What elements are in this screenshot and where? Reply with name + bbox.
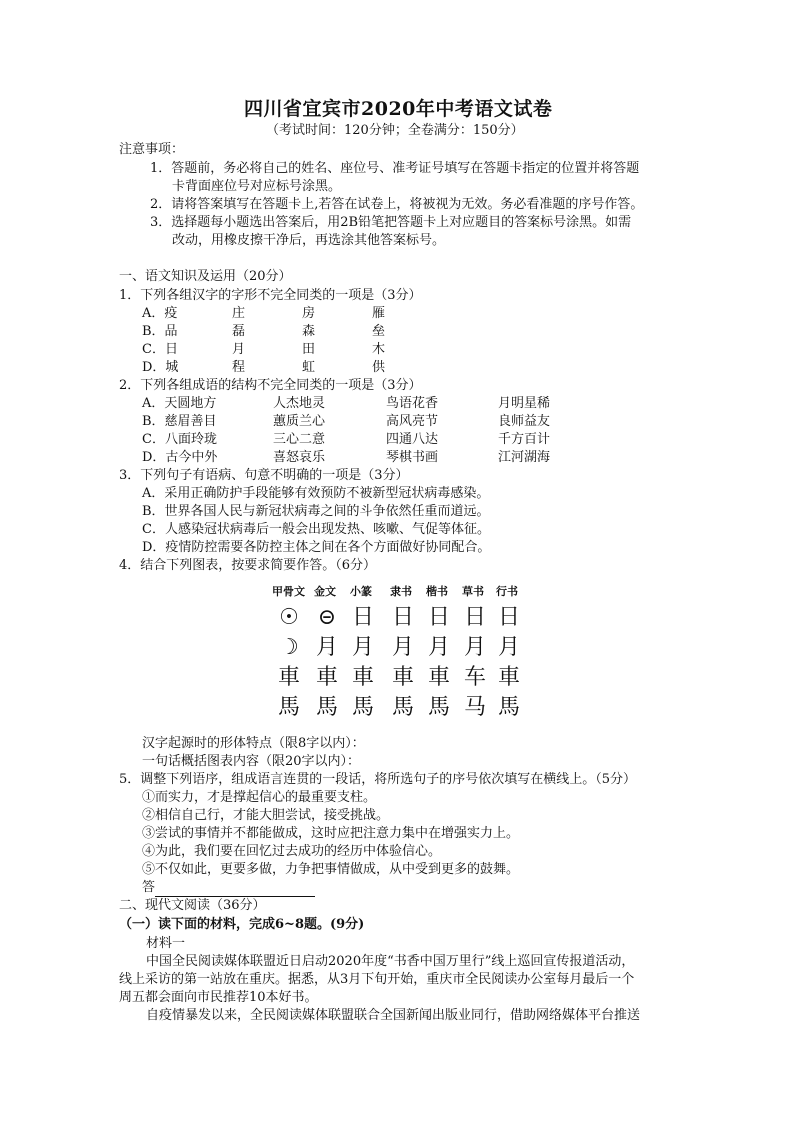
notice-item: 2．请将答案填写在答题卡上,若答在试卷上，将被视为无效。务必看准题的序号作答。: [150, 197, 644, 212]
q2-cell: 琴棋书画: [386, 450, 439, 465]
glyph-cart-clerical: 車: [391, 665, 414, 690]
glyph-horse-bronze: 馬: [315, 695, 338, 720]
figure-header: 草书: [462, 585, 484, 598]
q2-cell: 蕙质兰心: [273, 414, 326, 429]
q2-cell: 喜怒哀乐: [273, 450, 326, 465]
notice-item: 1．答题前，务必将自己的姓名、座位号、准考证号填写在答题卡指定的位置并将答题: [150, 161, 640, 176]
q5-option: ①而实力，才是撑起信心的最重要支柱。: [142, 790, 377, 805]
glyph-cart-seal: 車: [351, 665, 374, 690]
glyph-moon-regular: 月: [427, 635, 450, 660]
page-title: 四川省宜宾市2020年中考语文试卷: [244, 98, 553, 120]
notice-item: 改动，用橡皮擦干净后，再选涂其他答案标号。: [172, 233, 446, 248]
q2-cell: C．八面玲珑: [142, 432, 217, 447]
q1-cell: 房: [302, 306, 316, 321]
glyph-cart-bronze: 車: [315, 665, 338, 690]
glyph-moon-seal: 月: [351, 635, 374, 660]
glyph-sun-cursive: 日: [463, 605, 486, 630]
script-evolution-figure: [268, 583, 530, 723]
q1-cell: 森: [302, 324, 316, 339]
q1-cell: 雁: [372, 306, 386, 321]
glyph-sun-bronze: ⊝: [317, 605, 337, 630]
q2-cell: A．天圆地方: [142, 396, 217, 411]
passage-line: 周五都会面向市民推荐10本好书。: [119, 990, 318, 1005]
figure-header: 甲骨文: [272, 585, 305, 598]
glyph-cart-regular: 車: [427, 665, 450, 690]
q4-prompt: 一句话概括图表内容（限20字以内）：: [142, 754, 361, 769]
q1-cell: C．日: [142, 342, 178, 357]
q5-answer: [142, 879, 315, 897]
figure-header: 小篆: [350, 585, 372, 598]
q1-cell: 供: [372, 360, 386, 375]
q2-cell: 月明星稀: [498, 396, 551, 411]
q1-cell: 磊: [232, 324, 246, 339]
q2-cell: 高风亮节: [386, 414, 439, 429]
glyph-moon-oracle: ☽: [279, 635, 299, 660]
q4-prompt: 汉字起源时的形体特点（限8字以内）：: [142, 736, 365, 751]
glyph-cart-oracle: 車: [277, 665, 300, 690]
subsection-heading: （一）读下面的材料，完成6~8题。(9分): [119, 917, 365, 932]
answer-label: 答: [142, 880, 156, 895]
q1-cell: 木: [372, 342, 386, 357]
question-stem: 3．下列句子有语病、句意不明确的一项是（3分）: [119, 468, 409, 483]
question-stem: 4．结合下列图表，按要求简要作答。（6分）: [119, 558, 377, 573]
q1-cell: 垒: [372, 324, 386, 339]
q2-cell: 千方百计: [498, 432, 551, 447]
q2-cell: 三心二意: [273, 432, 326, 447]
q3-option: C．人感染冠状病毒后一般会出现发热、咳嗽、气促等体征。: [142, 522, 490, 537]
q1-cell: 田: [302, 342, 316, 357]
q1-cell: B．品: [142, 324, 178, 339]
glyph-horse-cursive: 马: [463, 695, 486, 720]
figure-header: 隶书: [390, 585, 412, 598]
page-subtitle: （考试时间：120分钟；全卷满分：150分）: [266, 123, 524, 138]
glyph-cart-running: 車: [497, 665, 520, 690]
glyph-horse-oracle: 馬: [277, 695, 300, 720]
glyph-horse-running: 馬: [497, 695, 520, 720]
q2-cell: 人杰地灵: [273, 396, 326, 411]
glyph-sun-clerical: 日: [391, 605, 414, 630]
q2-cell: 鸟语花香: [386, 396, 439, 411]
glyph-moon-running: 月: [497, 635, 520, 660]
glyph-sun-running: 日: [497, 605, 520, 630]
q1-cell: 庄: [232, 306, 246, 321]
notice-item: 3．选择题每小题选出答案后，用2B铅笔把答题卡上对应题目的答案标号涂黑。如需: [150, 215, 632, 230]
q5-option: ④为此，我们要在回忆过去成功的经历中体验信心。: [142, 844, 442, 859]
question-stem: 5．调整下列语序，组成语言连贯的一段话，将所选句子的序号依次填写在横线上。（5分）: [119, 772, 637, 787]
passage-line: 自疫情暴发以来，全民阅读媒体联盟联合全国新闻出版业同行，借助网络媒体平台推送: [146, 1008, 641, 1023]
question-stem: 1．下列各组汉字的字形不完全同类的一项是（3分）: [119, 288, 422, 303]
answer-blank[interactable]: [155, 882, 315, 897]
figure-header: 行书: [496, 585, 518, 598]
q2-cell: 良师益友: [498, 414, 551, 429]
glyph-moon-cursive: 月: [463, 635, 486, 660]
glyph-horse-clerical: 馬: [391, 695, 414, 720]
glyph-sun-oracle: ☉: [279, 605, 299, 630]
q1-cell: 虹: [302, 360, 316, 375]
glyph-horse-seal: 馬: [351, 695, 374, 720]
q3-option: D．疫情防控需要各防控主体之间在各个方面做好协同配合。: [142, 540, 491, 555]
glyph-cart-cursive: 车: [463, 665, 486, 690]
q2-cell: B．慈眉善目: [142, 414, 217, 429]
glyph-sun-seal: 日: [351, 605, 374, 630]
section-heading: 一、语文知识及运用（20分）: [119, 269, 292, 284]
glyph-horse-regular: 馬: [427, 695, 450, 720]
q3-option: B．世界各国人民与新冠状病毒之间的斗争依然任重而道远。: [142, 504, 490, 519]
section-heading: 二、现代文阅读（36分）: [119, 898, 266, 913]
q1-cell: D．城: [142, 360, 179, 375]
question-stem: 2．下列各组成语的结构不完全同类的一项是（3分）: [119, 378, 422, 393]
glyph-moon-clerical: 月: [391, 635, 414, 660]
notice-item: 卡背面座位号对应标号涂黑。: [172, 179, 342, 194]
q5-option: ③尝试的事情并不都能做成，这时应把注意力集中在增强实力上。: [142, 826, 520, 841]
q5-option: ②相信自己行，才能大胆尝试，接受挑战。: [142, 808, 390, 823]
figure-header: 金文: [314, 585, 336, 598]
q3-option: A．采用正确防护手段能够有效预防不被新型冠状病毒感染。: [142, 486, 490, 501]
q5-option: ⑤不仅如此，更要多做，力争把事情做成，从中受到更多的鼓舞。: [142, 862, 520, 877]
figure-header: 楷书: [426, 585, 448, 598]
passage-line: 线上采访的第一站放在重庆。据悉，从3月下旬开始，重庆市全民阅读办公室每月最后一个: [119, 972, 635, 987]
notice-heading: 注意事项：: [119, 142, 185, 157]
glyph-moon-bronze: 月: [315, 635, 338, 660]
q1-cell: A．疫: [142, 306, 178, 321]
q1-cell: 月: [232, 342, 246, 357]
q2-cell: 江河湖海: [498, 450, 551, 465]
glyph-sun-regular: 日: [427, 605, 450, 630]
q2-cell: D．古今中外: [142, 450, 218, 465]
q2-cell: 四通八达: [386, 432, 439, 447]
passage-line: 中国全民阅读媒体联盟近日启动2020年度“书香中国万里行”线上巡回宣传报道活动，: [146, 954, 635, 969]
material-label: 材料一: [146, 936, 186, 951]
q1-cell: 程: [232, 360, 246, 375]
